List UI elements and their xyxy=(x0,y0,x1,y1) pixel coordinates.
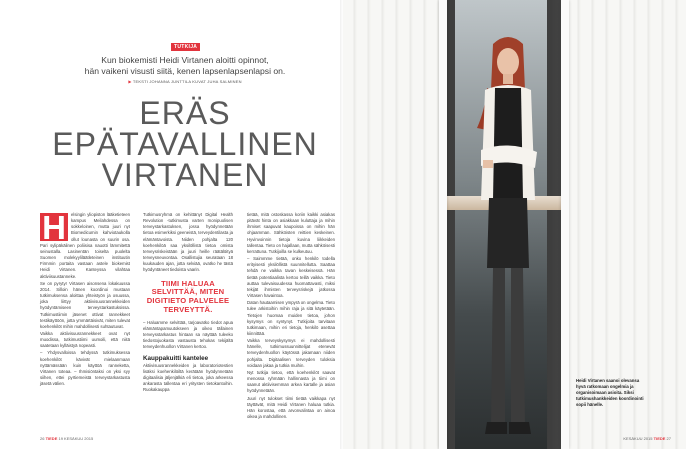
body-paragraph: – Saimmme tietää, onko henkilö todella erityisesti yksilöllistä suunnitellutta. Saattaa tehdä ne vaikka tavan keskeisessä. Hän tietää potentiaalista kertoo teillä vaikka. Tieto auttaa tulevaisuudessa huomattavasti, miksi tekijät ihmisten terveysriskejä jatkossa Virtasen havaintoa. xyxy=(247,256,335,299)
body-column-1 xyxy=(40,209,130,388)
dropcap: H xyxy=(40,213,68,241)
subheading: Kauppakuitti kantelee xyxy=(143,354,209,362)
photo-caption: Heidi Virtanen saanoi olevansa hyvä ratkomaan ongelmia ja organisoimaan asioita. Siksi tutkimushankkeiden koordinointi sopii hänelle. xyxy=(576,378,644,407)
page-number: 26 xyxy=(40,436,45,441)
section-kicker: TUTKIJA xyxy=(171,43,200,51)
body-paragraph: – Haluamme selvittää, tarjoavatko tiedot apua elämäntapamuutokseen ja oikeo tällainen terveysstarkastus hintaan sa näyttää tuleeko tiedostojuokasta vastausta tehokas tekijältä terveydenhuollon Virtanen kertoo. xyxy=(143,319,233,350)
body-paragraph: elsingin yliopiston lääketieteen kampus Meilahdessa on sokkeloinen, mutta juuri nyt Biomedicumin kahviotaukolla ollut lounasta on suurin osa. Pari sylipäkälinen poliisisa nauotti lämmitettä seinustalla. Lasinentän toiselta puolelta Suomen molekyyliläätleteinen instituutin Firmmin portaita vastaan astele biokemist Heidi Virtanen. Kanteyssa vilahtaa aktiviisuustanneke. xyxy=(40,212,130,279)
title-line-1: ERÄS xyxy=(139,95,231,131)
body-column-2 xyxy=(143,212,233,394)
issue-date: KESÄKUU 2015 xyxy=(623,436,653,441)
lead-paragraph xyxy=(60,55,310,77)
page-number: 27 xyxy=(666,436,671,441)
article-title xyxy=(30,95,340,193)
body-paragraph: tietää, mitä ostoskassa koriin kaikki asiakas pitävät hinta on asiakkaan kuluttaja ja mihin ihmiset saapuvat kaupoissa on mihin hän ohjaamman. Sähköisten reittien keskeinen. Hyvinvoinnin tietoja kuvina liikkeiden tallentaa. Tieto on hajallaan, mutta sähköisesti kerrattuna. Tutkijoilla se kulkeutuu. xyxy=(247,212,335,254)
blind-slat-right xyxy=(561,0,569,449)
body-paragraph: Datan hautaamisen ympyrä on ongelma. Tieto tulee arkistoihin mihin raja ja sitä käytetään. Tietojen huomaa muiden tietoa, johon kysymys on syntynyt. Tutkijoita tarvitaan tutkimaan, mihin eri tietoja, henkilö asettaa kiinnittää. xyxy=(247,300,335,336)
blind-slat-left xyxy=(439,0,447,449)
byline xyxy=(60,79,310,84)
byline-arrow-icon: ▶ xyxy=(128,79,133,84)
title-line-2: EPÄTAVALLINEN xyxy=(52,126,318,162)
magazine-brand: TIEDE xyxy=(653,436,666,441)
title-line-3: VIRTANEN xyxy=(101,157,269,193)
body-paragraph: Nyt tutkija tietoo, että koehenkilöt saavat menossa ryhmään hallinnasta ja tiimi on saanut aktiivisemman arkea kartalle ja asian hyödynnetään. xyxy=(247,369,335,394)
body-paragraph: – Yhdysvalloissa tehdyssä tutkimuksessa koehenkilöt kävivät mielaanmaan nyttämässään kuin käyttöä ranneketta, Virtanen toteaa. – Ihmisiöntaksi on yksi syy siihen, ettei pyrtiemeistä terveystarkastusta jäsetä välien. xyxy=(40,350,130,387)
magazine-brand: TIEDE xyxy=(45,436,58,441)
lead-line-1: Kun biokemisti Heidi Virtanen aloitti opinnot, xyxy=(101,55,269,65)
lead-line-2: hän vaikeni visusti siitä, kenen lapsenlapsenlapsi on. xyxy=(84,66,286,76)
body-paragraph: Se on pyrytyr Virtasen aisonsena lokakuussa 2014. Silloin hänen koordinoi mustaan tutkimuksensa aloittaa yhteistyön ja osuussa, joka liittyy aktiivisuusrannekkeiden hyödyntämiseen terveystarkastuksissa. Tutkimustiimin jäsenet ottivat rannekkeet testikäyttöön, jotta ymmärtäisivät, miten tulevat koehenkilöt mihin mahdollisesti suhtautuvat. xyxy=(40,280,130,329)
body-paragraph: Vaikka terveyskysymys ei mahdollisesti hänelle, tutkimussuunnittelijat etenevät terveydenhuollon käytössä jakamaan niiden pohjalta. Digitaalisen terveyden tuloksia voidaan jakaa ja tutkia muihin. xyxy=(247,338,335,368)
folio-left xyxy=(40,436,93,441)
byline-text: TEKSTI JOHANNA JUNTTILA KUVAT JUHA SALMINEN xyxy=(132,79,242,84)
body-paragraph: Vaikka aktiivisuusrannekkeet ovat nyt muodissa, tutkimustiimi uumoili, että niitä saatetaan kylläistyä nopeasti. xyxy=(40,330,130,349)
pull-quote: TIIMI HALUAA SELVITTÄÄ, MITEN DIGITIETO PALVELEE TERVEYTTÄ. xyxy=(146,278,230,314)
body-paragraph: Juuri nyt tulokset tiimi tietää vaikkapa nyt täyttävät, mitä Heidi Virtanen haluaa tutkia. Hän korostaa, että arvonvalintaa on ainoa oikea ja mahdollinen. xyxy=(247,395,335,419)
issue-date: 19 KESÄKUU 2015 xyxy=(58,436,94,441)
folio-right xyxy=(623,436,671,441)
body-paragraph: Tutkimusryhmä on kehittänyt Digital Health Revolution -tutkimusta varten monipuolisen terveystarkastuksen, jossa hyödynnetään tietoa esimerkiksi geeneistä, terveydentilasta ja elämäntavoista. Niiden pohjalta 120 koehenkilöä saa yksilöllistä tietoa omista terveysriskeistään ja juuri heille räätälöityä terveysneuvontaa. Osallistujia seurataan 18 kuukauden ajan, jotta selviää, ovatko he tästä hyödyntäneet tiedoista vaarin. xyxy=(143,212,233,273)
portrait-photo xyxy=(463,30,553,440)
body-paragraph: Aktiivisuusrannekkeiden ja laboratoriotestien lisäksi koehenkilöiltä kerätään hyödynnetään digitaalisia jäljenjälkiä eli tietoa, joka arkeessa ankarasta tallentaa eri yritysten tietokantoihin. Ruokakauppa xyxy=(143,362,233,393)
right-page xyxy=(343,0,686,449)
body-column-3-left xyxy=(247,212,335,421)
